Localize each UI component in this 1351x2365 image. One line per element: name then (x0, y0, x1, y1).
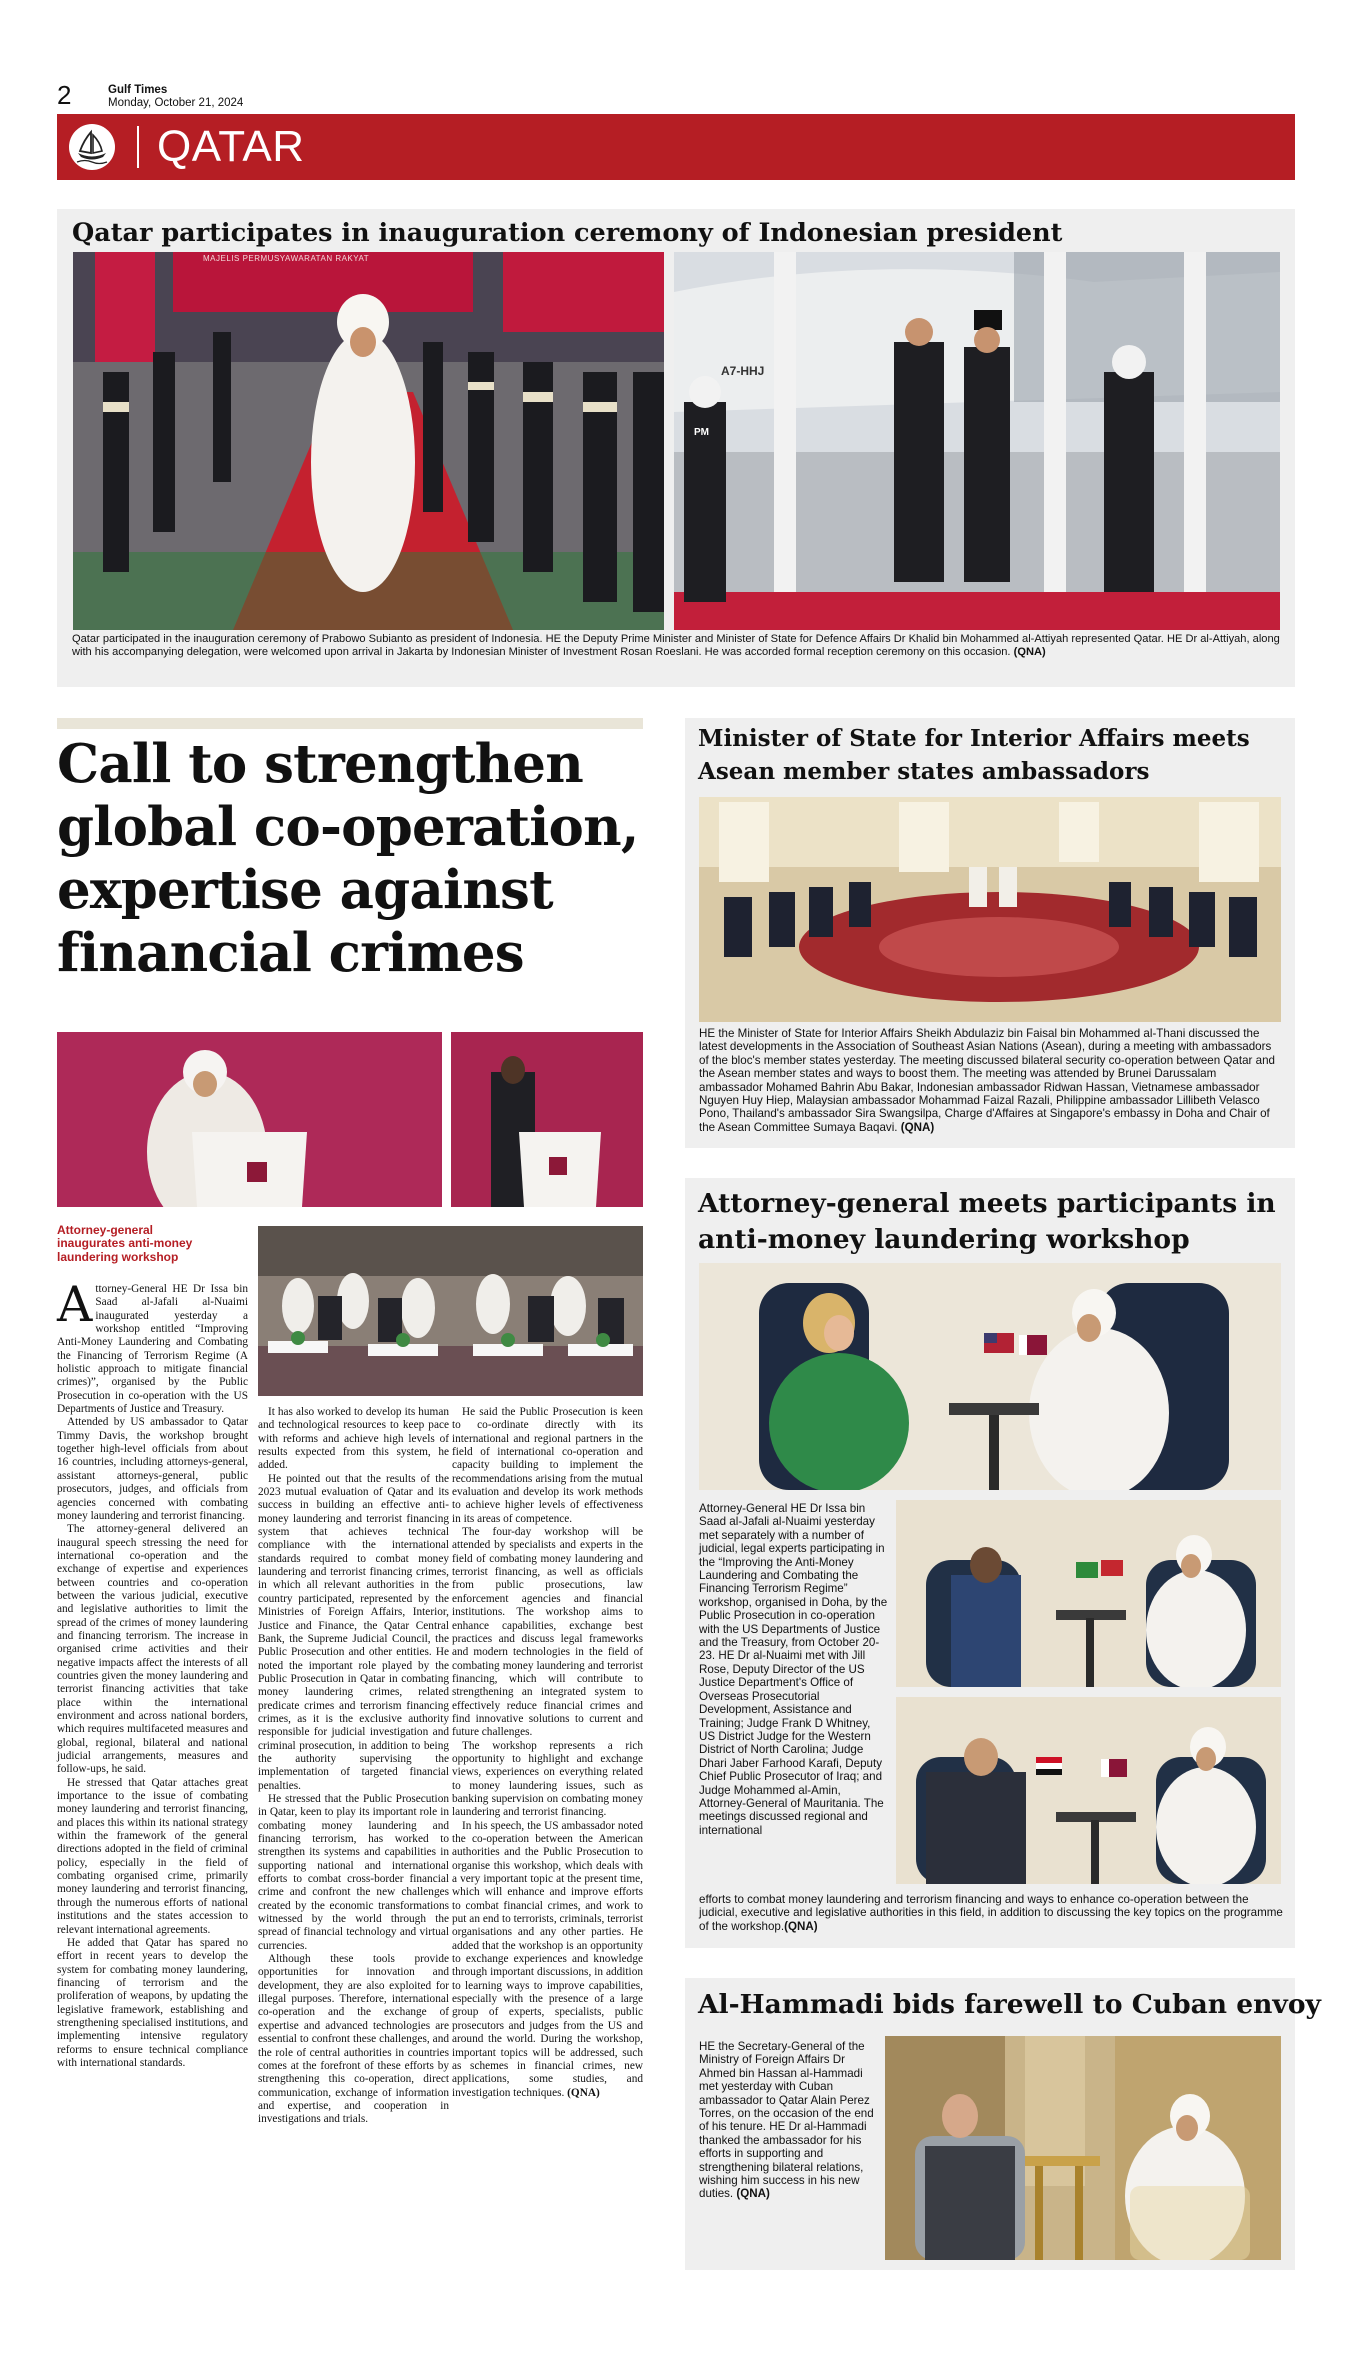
paragraph: The four-day workshop will be attended by specialists and experts in the field of combating money laundering and terrorist financing, as well as officials from public prosecutions, law enforcement agencies and financial institutions. The workshop aims to enhance capabilities, exchange best practices and discuss legal frameworks and modern technologies in the field of combating money laundering and terrorist financing, which will contribute to strengthening an integrated system to effectively reduce financial crimes and find innovative solutions to current and future challenges. (452, 1526, 643, 1739)
main-story-column-3 (452, 1406, 643, 2100)
paragraph: In his speech, the US ambassador noted the co-operation between the American authorities and the Public Prosecution to organise this workshop, which deals with a very important topic at the present time, which will enhance and improve efforts to combat financial crimes, and work to put an end to terrorists, criminals, terrorist organisations and any other parties. He added that the workshop is an opportunity to exchange experiences and knowledge through important discussions, in addition to learning ways to improve capabilities, especially with the presence of a large group of experts, specialists, public prosecutors and judges from the US and around the world. During the workshop, important topics will be addressed, such as schemes in financial crimes, new applications, some studies, and investigation techniques. (452, 1819, 643, 2099)
ag-caption-end: efforts to combat money laundering and terrorism financing and ways to enhance co-operation between the judicial, executive and legislative authorities in this field, in addition to discussing the key topics on the programme of the workshop.(QNA) (699, 1893, 1283, 1933)
inauguration-photo-guard (73, 252, 664, 630)
paragraph: The workshop represents a rich opportunity to highlight and exchange views, experiences on everything related to money laundering issues, such as banking supervision on combating money laundering and terrorist financing. (452, 1739, 643, 1819)
paragraph: ttorney-General HE Dr Issa bin Saad al-Jafali al-Nuaimi inaugurated yesterday a workshop entitled “Improving Anti-Money Laundering and Combating the Financing of Terrorism Regime (A holistic approach to mitigate financial crimes)”, organised by the Public Prosecution in co-operation with the US Departments of Justice and Treasury. (57, 1283, 248, 1416)
paragraph: He said the Public Prosecution is keen to co-ordinate directly with its international and regional partners in the field of international co-operation and capacity building to implement the recommendations arising from the mutual evaluation and develop its work methods to achieve higher levels of effectiveness in its areas of competence. (452, 1406, 643, 1525)
drop-cap: A (57, 1276, 93, 1333)
speech-photo-us-ambassador (451, 1032, 643, 1207)
paragraph: He pointed out that the results of the 2023 mutual evaluation of Qatar and its success in building an effective anti-money laundering and terrorist financing system that achieves technical compliance with the international standards required to combat money laundering and terrorist financing crimes, in which all relevant authorities in the country participated, represented by the Ministries of Foreign Affairs, Interior, Justice and Finance, the Qatar Central Bank, the Supreme Judicial Council, the Public Prosecution and other entities. He noted the important role played by the Public Prosecution in Qatar in combating money laundering crimes, related predicate crimes and terrorism financing crimes, as it is the exclusive authority responsible for judicial investigation and criminal prosecution, in addition to being the authority supervising the implementation of targeted financial penalties. (258, 1472, 449, 1792)
section-banner (57, 114, 1295, 180)
ag-meeting-photo-2 (896, 1500, 1281, 1687)
top-story-title: Qatar participates in inauguration ceremony of Indonesian president (72, 218, 1063, 248)
cuba-caption: HE the Secretary-General of the Ministry of Foreign Affairs Dr Ahmed bin Hassan al-Hammadi met yesterday with Cuban ambassador to Qatar Alain Perez Torres, on the occasion of the end of his tenure. HE Dr al-Hammadi thanked the ambassador for his efforts in supporting and strengthening bilateral relations, wishing him success in his new duties. (QNA) (699, 2040, 874, 2201)
main-story-column-1 (57, 1276, 248, 2070)
ag-caption: Attorney-General HE Dr Issa bin Saad al-Jafali al-Nuaimi yesterday met separately with a number of judicial, legal experts participating in the “Improving the Anti-Money Laundering and Combating the Financing Terrorism Regime” workshop, organised in Doha, by the Public Prosecution in co-operation with the US Departments of Justice and the Treasury, from October 20-23. HE Dr al-Nuaimi met with Jill Rose, Deputy Director of the US Justice Department's Office of Overseas Prosecutorial Development, Assistance and Training; Judge Frank D Whitney, US District Judge for the Western District of North Carolina; Judge Dhari Jaber Farhood Karafi, Deputy Chief Public Prosecutor of Iraq; and Judge Mohammed al-Amin, Attorney-General of Mauritania. The meetings discussed regional and international (699, 1502, 888, 1837)
asean-meeting-photo (699, 797, 1281, 1022)
paragraph: He added that Qatar has spared no effort in recent years to develop the system for combating money laundering, financing of terrorism and the proliferation of weapons, by updating the legislative framework, establishing and strengthening specialised institutions, and implementing intensive regulatory reforms to ensure technical compliance with international standards. (57, 1936, 248, 2069)
paragraph: Although these tools provide opportunities for innovation and development, they are also exploited for illegal purposes. Therefore, international co-operation and the exchange of expertise and advanced technologies are essential to confront these challenges, and the role of central authorities in countries comes at the forefront of these efforts by strengthening this co-operation, direct communication, exchange of information and expertise, and cooperation in investigations and trials. (258, 1953, 449, 2126)
ag-meeting-photo-3 (896, 1697, 1281, 1884)
dhow-logo-icon (69, 124, 115, 170)
section-title: QATAR (157, 122, 305, 171)
paper-name: Gulf Times (108, 84, 168, 96)
main-headline: Call to strengthen global co-operation, expertise against financial crimes (57, 733, 639, 984)
asean-story-title: Minister of State for Interior Affairs meets Asean member states ambassadors (698, 725, 1250, 785)
inauguration-photo-airport (674, 252, 1280, 630)
aircraft-registration: A7-HHJ (721, 364, 765, 378)
paragraph: He stressed that Qatar attaches great importance to the issue of combating money laundering and terrorist financing, and places this within its national strategy within the framework of the general directions adopted in the field of criminal policy, especially in the field of combating organised crime, primarily money laundering and terrorist financing, through the numerous efforts of national institutions and the states accession to relevant international agreements. (57, 1776, 248, 1936)
ag-meeting-photo-1 (699, 1263, 1281, 1490)
asean-caption: HE the Minister of State for Interior Affairs Sheikh Abdulaziz bin Faisal bin Mohammed al-Thani discussed the latest developments in the Association of Southeast Asian Nations (Asean), during a meeting with ambassadors of the bloc's member states yesterday. The meeting discussed bilateral security co-operation between Qatar and the Asean member states and ways to boost them. The meeting was attended by Brunei Darussalam ambassador Mohamed Bahrin Abu Bakar, Indonesian ambassador Ridwan Hassan, Vietnamese ambassador Nguyen Huy Hiep, Malaysian ambassador Mohammad Faizal Razali, Philippine ambassador Lillibeth Velasco Pono, Thailand's ambassador Sira Swangsilpa, Charge d'Affaires at Singapore's embassy in Doha and Chair of the Asean Committee Sumaya Baqavi. (QNA) (699, 1027, 1275, 1134)
speech-photo-attorney-general (57, 1032, 442, 1207)
farewell-meeting-photo (885, 2036, 1281, 2260)
ag-story-title: Attorney-general meets participants in anti-money laundering workshop (698, 1188, 1276, 1255)
workshop-audience-photo (258, 1226, 643, 1396)
pm-badge: PM (694, 427, 709, 438)
paragraph: It has also worked to develop its human and technological resources to keep pace with reforms and achieve high levels of results expected from this system, he added. (258, 1406, 449, 1472)
banner-divider (137, 126, 139, 168)
headline-rule (57, 718, 643, 729)
paragraph: The attorney-general delivered an inaugural speech stressing the need for international co-operation and the exchange of expertise and experiences between countries and co-operation between the various judicial, executive and legislative authorities to limit the spread of the crimes of money laundering and financing terrorism. The increase in organised crime activities and their negative impacts affect the interests of all countries given the money laundering and terrorist financing activities that take place within the international environment and across national borders, which requires multifaceted measures and global, regional, bilateral and national judicial arrangements, measures and follow-ups, he said. (57, 1523, 248, 1776)
main-story-column-2 (258, 1406, 449, 2127)
source-credit: (QNA) (567, 2086, 600, 2099)
paragraph: Attended by US ambassador to Qatar Timmy Davis, the workshop brought together high-level officials from about 16 countries, including attorneys-general, assistant attorneys-general, public prosecutors, judges, and officials from agencies concerned with combating money laundering and terrorist financing. (57, 1416, 248, 1522)
issue-date: Monday, October 21, 2024 (108, 97, 244, 109)
main-kicker: Attorney-general inaugurates anti-money laundering workshop (57, 1223, 193, 1264)
banner-text: MAJELIS PERMUSYAWARATAN RAKYAT (203, 254, 370, 263)
top-story-caption: Qatar participated in the inauguration ceremony of Prabowo Subianto as president of Indonesia. HE the Deputy Prime Minister and Minister of State for Defence Affairs Dr Khalid bin Mohammed al-Attiyah represented Qatar. HE Dr al-Attiyah, along with his accompanying delegation, were welcomed upon arrival in Jakarta by Indonesian Minister of Investment Rosan Roeslani. He was accorded formal reception ceremony on this occasion. (QNA) (72, 633, 1280, 659)
paragraph: He stressed that the Public Prosecution in Qatar, keen to play its important role in combating money laundering and financing terrorism, has worked to strengthen its systems and capabilities in supporting national and international efforts to combat cross-border financial crime and confront the new challenges created by the economic transformations witnessed by the world through the spread of financial technology and virtual currencies. (258, 1792, 449, 1952)
page-number: 2 (57, 80, 72, 110)
cuba-story-title: Al-Hammadi bids farewell to Cuban envoy (698, 1989, 1321, 2020)
